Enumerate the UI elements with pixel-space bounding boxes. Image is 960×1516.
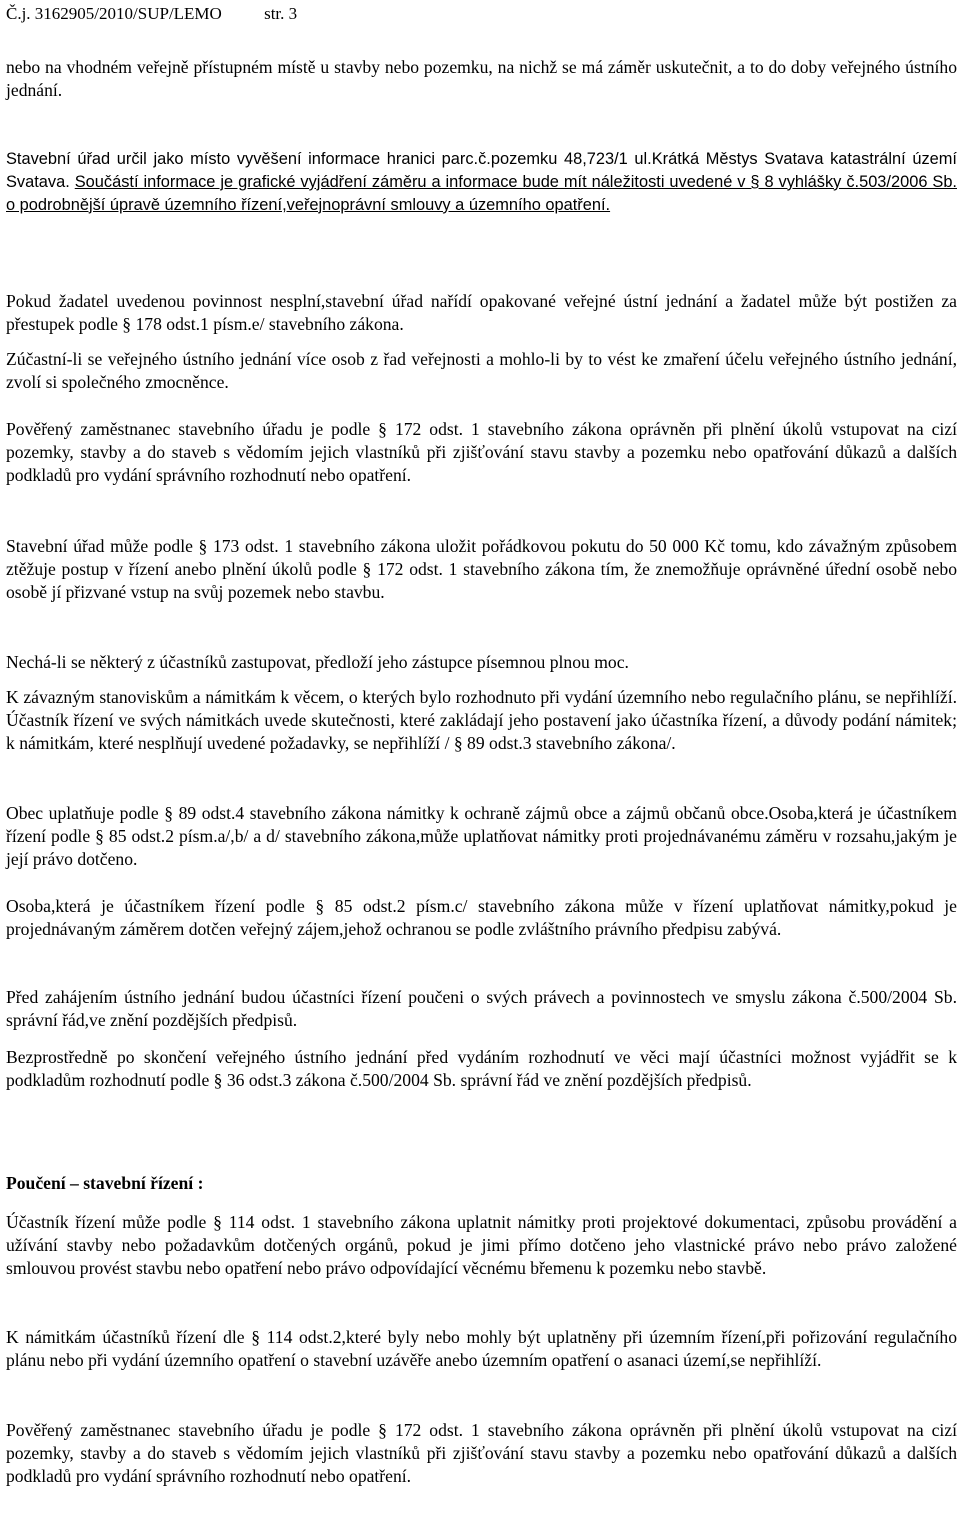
paragraph-7: Nechá-li se některý z účastníků zastupovat, předloží jeho zástupce písemnou plnou moc. [6, 652, 629, 672]
paragraph-13: Účastník řízení může podle § 114 odst. 1 stavebního zákona uplatnit námitky proti projektové dokumentaci, způsobu provádění a užívání stavby nebo požadavkům dotčených orgánů, pokud je jimi přímo dotčeno jeho vlastnické právo nebo právo založené smlouvou provést stavbu nebo opatření nebo právo odpovídající věcnému břemenu k pozemku nebo stavbě. [6, 1212, 957, 1278]
paragraph-11: Před zahájením ústního jednání budou účastníci řízení poučeni o svých právech a povinnostech ve smyslu zákona č.500/2004 Sb. správní řád,ve znění pozdějších předpisů. [6, 987, 957, 1030]
paragraph-posting-location [6, 148, 957, 216]
paragraph-8: K závazným stanoviskům a námitkám k věcem, o kterých bylo rozhodnuto při vydání územního nebo regulačního plánu, se nepřihlíží. Účastník řízení ve svých námitkách uvede skutečnosti, které zakládají jeho postavení jako účastníka řízení, a důvody podání námitek; k námitkám, které nesplňují uvedené požadavky, se nepřihlíží / § 89 odst.3 stavebního zákona/. [6, 687, 957, 753]
paragraph-15: Pověřený zaměstnanec stavebního úřadu je podle § 172 odst. 1 stavebního zákona oprávněn při plnění úkolů vstupovat na cizí pozemky, stavby a do staveb s vědomím jejich vlastníků při zjišťování stavu stavby a pozemku nebo opatřování důkazů a dalších podkladů pro vydání správního rozhodnutí nebo opatření. [6, 1420, 957, 1486]
paragraph-9: Obec uplatňuje podle § 89 odst.4 stavebního zákona námitky k ochraně zájmů obce a zájmů občanů obce.Osoba,která je účastníkem řízení podle § 85 odst.2 písm.a/,b/ a d/ stavebního zákona,může uplatňovat námitky proti projednávanému záměru v rozsahu,jakým je její právo dotčeno. [6, 803, 957, 869]
paragraph-12: Bezprostředně po skončení veřejného ústního jednání před vydáním rozhodnutí ve věci mají účastníci možnost vyjádřit se k podkladům rozhodnutí podle § 36 odst.3 zákona č.500/2004 Sb. správní řád ve znění pozdějších předpisů. [6, 1047, 957, 1090]
reference-number: Č.j. 3162905/2010/SUP/LEMO [6, 4, 222, 23]
paragraph-10: Osoba,která je účastníkem řízení podle § 85 odst.2 písm.c/ stavebního zákona může v řízení uplatňovat námitky,pokud je projednávaným záměrem dotčen veřejný zájem,jehož ochranou se podle zvláštního právního předpisu zabývá. [6, 896, 957, 939]
page-number: str. 3 [264, 4, 298, 23]
section-heading: Poučení – stavební řízení : [6, 1173, 204, 1193]
page-header [6, 3, 297, 25]
paragraph-6: Stavební úřad může podle § 173 odst. 1 stavebního zákona uložit pořádkovou pokutu do 50 000 Kč tomu, kdo závažným způsobem ztěžuje postup v řízení anebo plnění úkolů podle § 172 odst. 1 stavebního zákona tím, že znemožňuje oprávněné úřední osobě nebo osobě jí přizvané vstup na svůj pozemek nebo stavbu. [6, 536, 957, 602]
posting-requirements-text: Součástí informace je grafické vyjádření záměru a informace bude mít náležitosti uvedené v § 8 vyhlášky č.503/2006 Sb. o podrobnější úpravě územního řízení,veřejnoprávní smlouvy a územního opatření. [6, 172, 957, 214]
paragraph-5: Pověřený zaměstnanec stavebního úřadu je podle § 172 odst. 1 stavebního zákona oprávněn při plnění úkolů vstupovat na cizí pozemky, stavby a do staveb s vědomím jejich vlastníků při zjišťování stavu stavby a pozemku nebo opatřování důkazů a dalších podkladů pro vydání správního rozhodnutí nebo opatření. [6, 419, 957, 485]
paragraph-3: Pokud žadatel uvedenou povinnost nesplní,stavební úřad nařídí opakované veřejné ústní jednání a žadatel může být postižen za přestupek podle § 178 odst.1 písm.e/ stavebního zákona. [6, 291, 957, 334]
paragraph-4: Zúčastní-li se veřejného ústního jednání více osob z řad veřejnosti a mohlo-li by to vést ke zmaření účelu veřejného ústního jednání, zvolí si společného zmocněnce. [6, 349, 957, 392]
posting-location-text: Stavební úřad určil jako místo vyvěšení informace hranici parc.č.pozemku 48,723/1 ul.Krátká Městys Svatava katastrální území Svatava. [6, 150, 957, 191]
paragraph-14: K námitkám účastníků řízení dle § 114 odst.2,které byly nebo mohly být uplatněny při územním řízení,při pořizování regulačního plánu nebo při vydání územního opatření o stavební uzávěře anebo územním opatření o asanaci území,se nepřihlíží. [6, 1327, 957, 1370]
paragraph-1: nebo na vhodném veřejně přístupném místě u stavby nebo pozemku, na nichž se má záměr uskutečnit, a to do doby veřejného ústního jednání. [6, 57, 957, 100]
